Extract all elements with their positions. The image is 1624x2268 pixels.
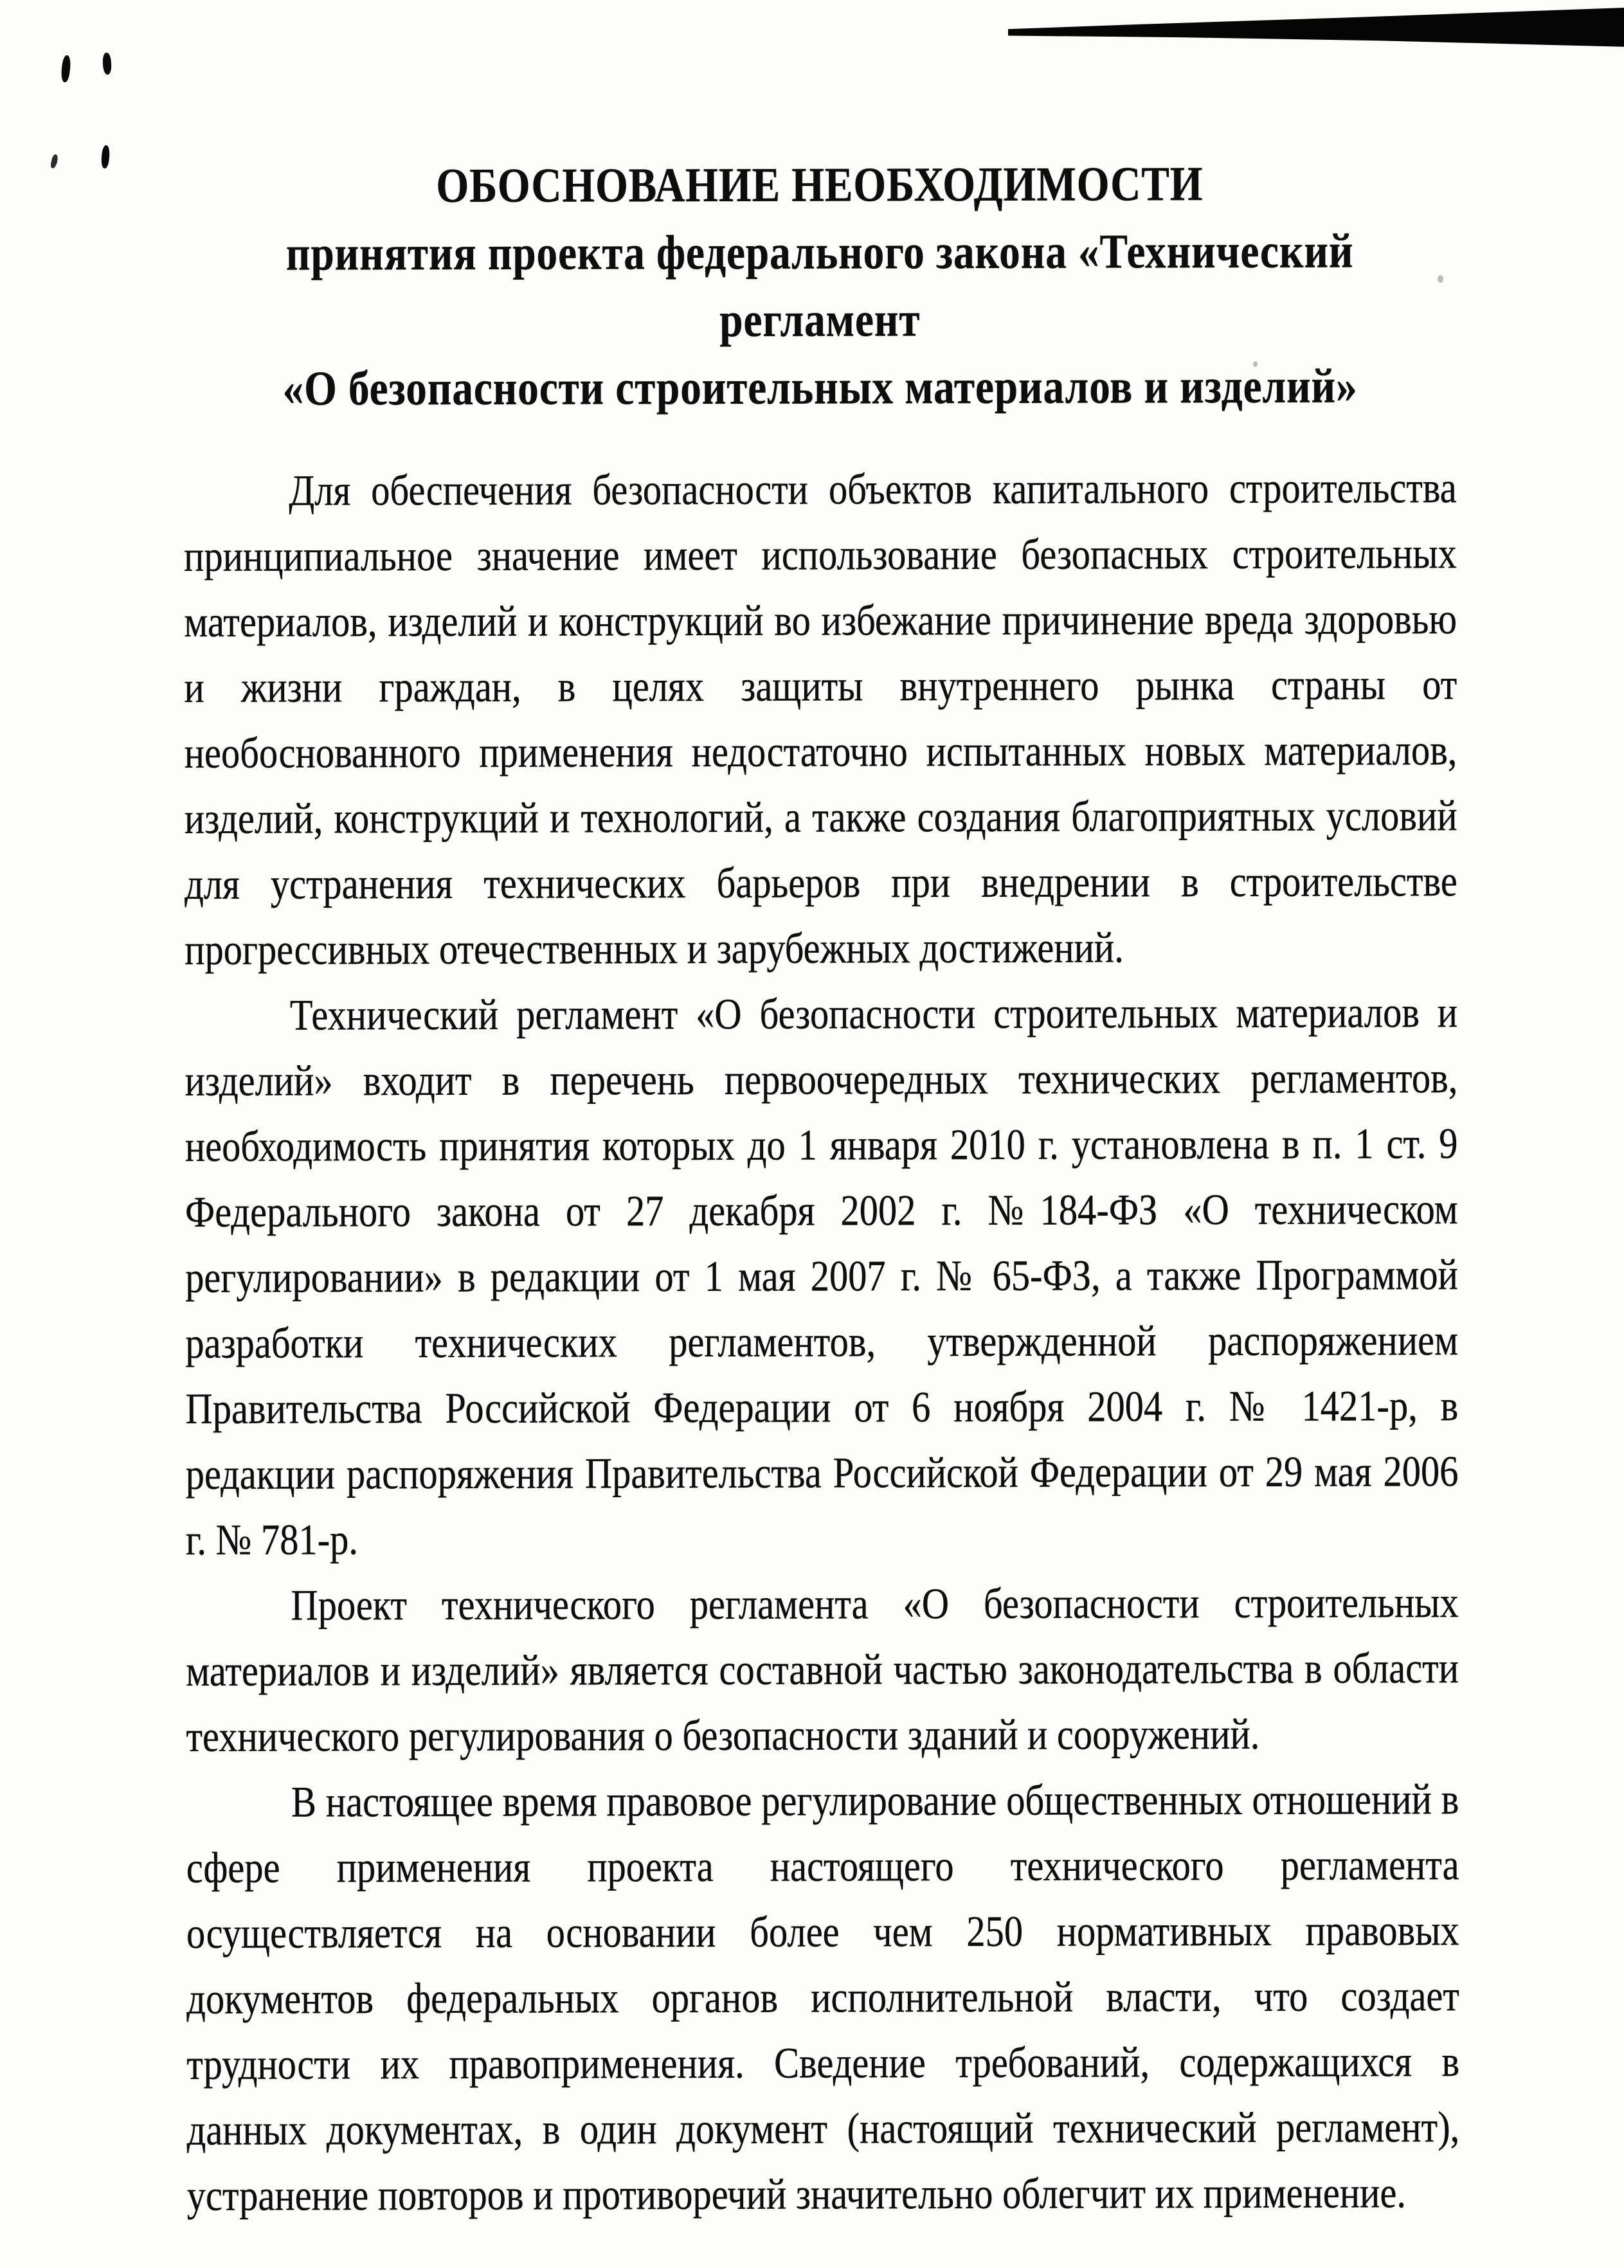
document-title [183,150,1456,423]
paragraph: Для обеспечения безопасности объектов капитального строительства принципиальное значение имеет использование безопасных строительных материалов, изделий и конструкций во избежание причинение вреда здоровью и жизни граждан, в целях защиты внутреннего рынка страны от необоснованного применения недостаточно испытанных новых материалов, изделий, конструкций и технологий, а также создания благоприятных условий для устранения технических барьеров при внедрении в строительстве прогрессивных отечественных и зарубежных достижений. [184,463,1457,974]
scan-mark [102,53,112,75]
document-body [184,455,1460,2228]
document-content [183,150,1460,2228]
document-title-line: ОБОСНОВАНИЕ НЕОБХОДИМОСТИ [436,157,1204,213]
paragraph: В настоящее время правовое регулирование общественных отношений в сфере применения проекта настоящего технического регламента осуществляется на основании более чем 250 нормативных правовых документов федеральных органов исполнительной власти, что создает трудности их правоприменения. Сведение требований, содержащихся в данных документах, в один документ (настоящий технический регламент), устранение повторов и противоречий значительно облегчит их применение. [186,1774,1460,2220]
scan-mark [101,145,110,169]
document-title-line: «О безопасности строительных материалов и изделий» [282,359,1358,416]
scan-mark [50,154,59,168]
scan-artifact-top-line [1008,8,1624,49]
document-title-line: принятия проекта федерального закона «Технический регламент [285,224,1354,347]
scan-mark [60,55,71,83]
paragraph: Проект технического регламента «О безопасности строительных материалов и изделий» является составной частью законодательства в области технического регулирования о безопасности зданий и сооружений. [186,1578,1459,1761]
paragraph: Технический регламент «О безопасности строительных материалов и изделий» входит в перечень первоочередных технических регламентов, необходимость принятия которых до 1 января 2010 г. установлена в п. 1 ст. 9 Федерального закона от 27 декабря 2002 г. №184-ФЗ «О техническом регулировании» в редакции от 1 мая 2007 г. № 65-ФЗ, а также Программой разработки технических регламентов, утвержденной распоряжением Правительства Российской Федерации от 6 ноября 2004 г. № 1421-р, в редакции распоряжения Правительства Российской Федерации от 29 мая 2006 г. № 781-р. [185,987,1459,1564]
